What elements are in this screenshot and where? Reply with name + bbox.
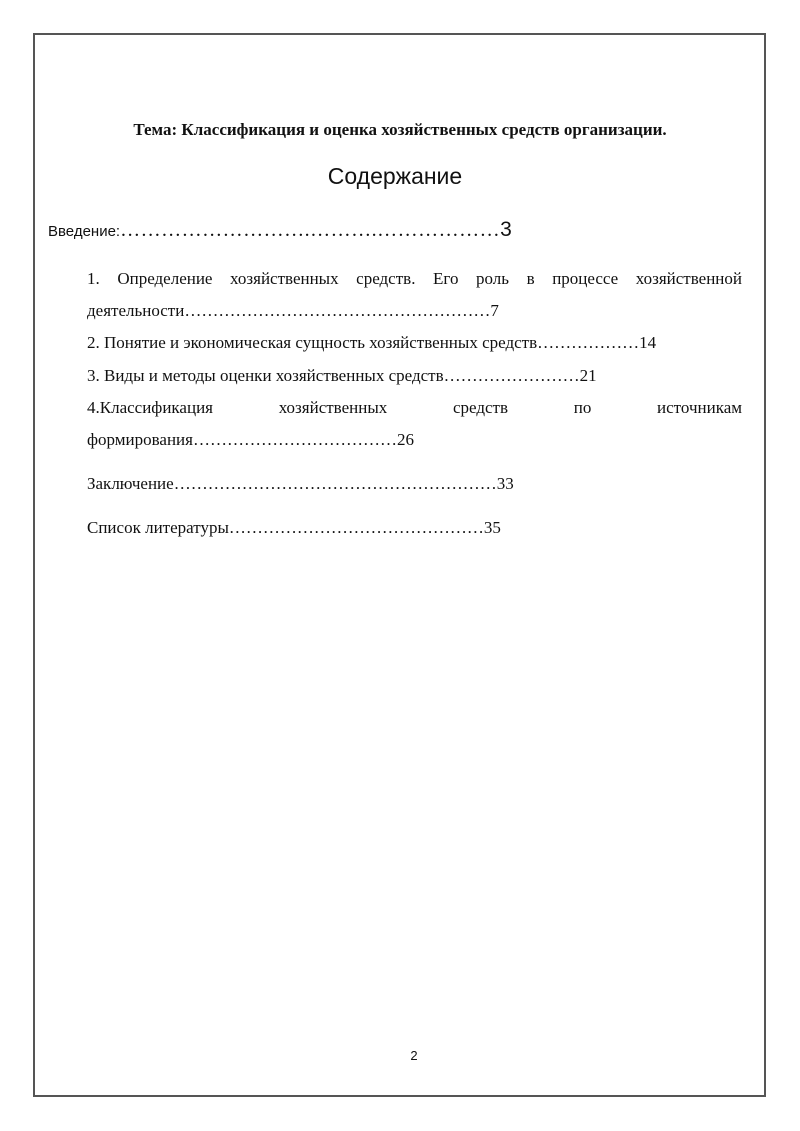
toc-item-1: 1. Определение хозяйственных средств. Его роль в процессе хозяйственной деятельности………………………………………………7 <box>87 269 742 320</box>
toc-item-3: 3. Виды и методы оценки хозяйственных средств……………………21 <box>87 366 597 385</box>
toc-leader-dots: ……………………….……….……………… <box>120 219 501 241</box>
toc-page-number: 3 <box>500 218 512 241</box>
toc-item-label: Введение: <box>48 223 121 240</box>
page-frame <box>33 33 766 1097</box>
page-number: 2 <box>410 1048 418 1063</box>
toc-item-introduction <box>48 218 512 242</box>
toc-item-4: 4.Классификация хозяйственных средств по источникам формирования………………………………26 <box>87 398 742 449</box>
toc-item-conclusion: Заключение…………………………………………………33 <box>87 474 514 493</box>
toc-item-2: 2. Понятие и экономическая сущность хозяйственных средств………………14 <box>87 333 657 352</box>
toc-heading: Содержание <box>327 163 463 189</box>
toc-item-references: Список литературы………………………………………35 <box>87 518 501 537</box>
document-title: Тема: Классификация и оценка хозяйственных средств организации. <box>133 120 667 139</box>
